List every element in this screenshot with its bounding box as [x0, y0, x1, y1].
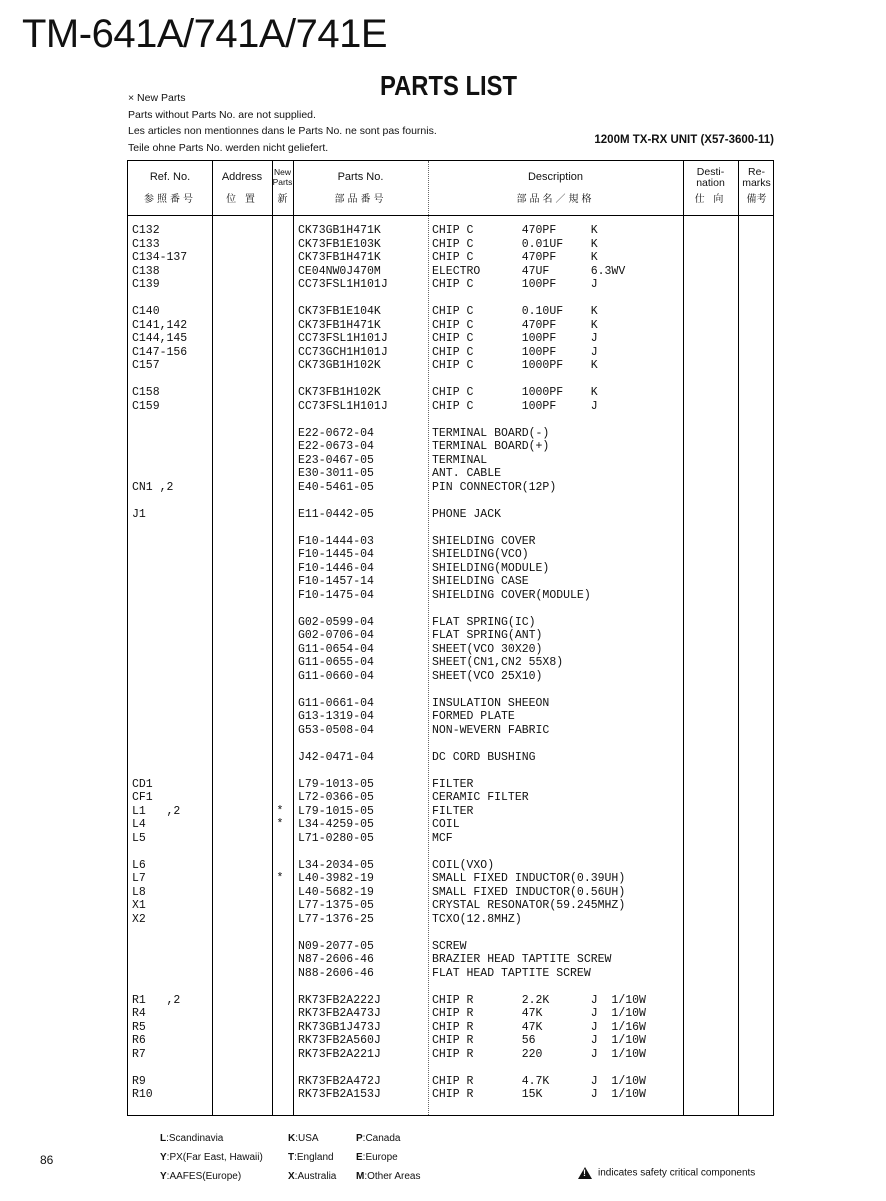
note-new-parts: × New Parts [128, 92, 186, 104]
part-number-cell: L71-0280-05 [298, 831, 374, 845]
header-parts-no-jp: 部品番号 [334, 194, 387, 205]
description-cell: NON-WEVERN FABRIC [432, 723, 550, 737]
description-cell: SHEET(VCO 30X20) [432, 642, 543, 656]
description-cell: PHONE JACK [432, 507, 502, 521]
table-row [128, 913, 773, 927]
part-number-cell: RK73FB2A472J [298, 1074, 381, 1088]
part-number-cell: RK73FB2A473J [298, 1007, 381, 1020]
row-spacer [128, 602, 773, 616]
parts-table [127, 160, 774, 1116]
ref-cell: R9 [132, 1074, 146, 1088]
table-row [128, 467, 773, 481]
legend-code: X [288, 1171, 295, 1182]
part-number-cell: G02-0599-04 [298, 615, 374, 629]
legend-text: :Australia [294, 1171, 337, 1182]
header-remarks: Re- marks [742, 166, 771, 189]
description-cell: CHIP C 470PF K [432, 224, 598, 237]
table-row [128, 994, 773, 1008]
description-cell: SHIELDING(MODULE) [432, 561, 550, 575]
part-number-cell: G13-1319-04 [298, 710, 374, 723]
part-number-cell: CK73FB1H471K [298, 318, 381, 332]
table-row [128, 238, 773, 252]
legend-code: E [356, 1152, 363, 1163]
description-cell: FLAT SPRING(ANT) [432, 629, 543, 642]
legend-item [160, 1129, 263, 1148]
description-cell: SHIELDING COVER(MODULE) [432, 588, 591, 602]
row-spacer [128, 494, 773, 508]
table-row [128, 535, 773, 549]
part-number-cell: G11-0660-04 [298, 669, 374, 683]
description-cell: PIN CONNECTOR(12P) [432, 480, 557, 494]
part-number-cell: G11-0655-04 [298, 656, 374, 669]
table-row [128, 1088, 773, 1102]
row-spacer [128, 413, 773, 427]
header-new: New Parts [272, 167, 293, 187]
description-cell: CHIP R 220 J 1/10W [432, 1047, 646, 1061]
new-parts-cell: * [276, 818, 284, 831]
part-number-cell: L34-2034-05 [298, 858, 374, 872]
ref-cell: X2 [132, 912, 146, 926]
row-spacer [128, 737, 773, 751]
ref-cell: C144,145 [132, 332, 188, 345]
notes [128, 90, 437, 156]
part-number-cell: E30-3011-05 [298, 467, 374, 480]
part-number-cell: E22-0673-04 [298, 440, 374, 453]
table-row [128, 562, 773, 576]
table-row [128, 751, 773, 765]
table-header [128, 161, 773, 216]
description-cell: INSULATION SHEEON [432, 696, 550, 710]
table-row [128, 400, 773, 414]
description-cell: COIL(VXO) [432, 858, 495, 872]
legend-text: :Scandinavia [166, 1133, 224, 1144]
ref-cell: C141,142 [132, 318, 188, 332]
description-cell: CHIP C 1000PF K [432, 386, 598, 399]
legend-column [288, 1129, 336, 1186]
description-cell: FLAT HEAD TAPTITE SCREW [432, 966, 591, 980]
table-row [128, 1021, 773, 1035]
description-cell: CHIP C 0.10UF K [432, 305, 598, 318]
ref-cell: C133 [132, 237, 160, 251]
legend-text: :Europe [362, 1152, 398, 1163]
legend-code: M [356, 1171, 365, 1182]
legend-text: :USA [295, 1133, 319, 1144]
description-cell: TCXO(12.8MHZ) [432, 912, 522, 926]
description-cell: CHIP C 100PF J [432, 399, 598, 413]
row-spacer [128, 926, 773, 940]
ref-cell: C147-156 [132, 345, 188, 359]
table-row [128, 643, 773, 657]
warning-icon [578, 1167, 592, 1179]
header-destination: Desti- nation [696, 166, 725, 189]
part-number-cell: L72-0366-05 [298, 791, 374, 804]
ref-cell: CF1 [132, 791, 153, 804]
description-cell: TERMINAL BOARD(+) [432, 440, 550, 453]
ref-cell: L1 ,2 [132, 804, 181, 818]
table-row [128, 427, 773, 441]
ref-cell: R10 [132, 1088, 153, 1101]
description-cell: FLAT SPRING(IC) [432, 615, 536, 629]
table-row [128, 440, 773, 454]
table-row [128, 629, 773, 643]
part-number-cell: L40-3982-19 [298, 872, 374, 885]
header-address: Address [221, 171, 263, 183]
description-cell: COIL [432, 818, 460, 831]
header-new-jp: 新 [277, 194, 288, 205]
header-parts-no: Parts No. [337, 171, 384, 183]
description-cell: ANT. CABLE [432, 467, 502, 480]
ref-cell: J1 [132, 507, 146, 521]
table-row [128, 656, 773, 670]
part-number-cell: L79-1013-05 [298, 777, 374, 791]
unit-label: 1200M TX-RX UNIT (X57-3600-11) [594, 134, 774, 146]
description-cell: DC CORD BUSHING [432, 750, 536, 764]
row-spacer [128, 683, 773, 697]
table-row [128, 319, 773, 333]
part-number-cell: RK73FB2A222J [298, 993, 381, 1007]
legend-item [288, 1148, 336, 1167]
legend-column [356, 1129, 420, 1186]
table-row [128, 575, 773, 589]
ref-cell: CN1 ,2 [132, 480, 174, 494]
table-row [128, 778, 773, 792]
part-number-cell: E40-5461-05 [298, 480, 374, 494]
ref-cell: R5 [132, 1020, 146, 1034]
row-spacer [128, 764, 773, 778]
description-cell: SHIELDING COVER [432, 534, 536, 548]
ref-cell: C132 [132, 224, 160, 237]
table-row [128, 832, 773, 846]
legend-text: :England [294, 1152, 334, 1163]
ref-cell: C140 [132, 305, 160, 318]
part-number-cell: CK73FB1H102K [298, 386, 381, 399]
part-number-cell: E22-0672-04 [298, 426, 374, 440]
ref-cell: R7 [132, 1047, 146, 1061]
ref-cell: L5 [132, 831, 146, 845]
description-cell: SHEET(CN1,CN2 55X8) [432, 656, 564, 669]
table-row [128, 697, 773, 711]
part-number-cell: CC73GCH1H101J [298, 345, 388, 359]
description-cell: CHIP R 4.7K J 1/10W [432, 1074, 646, 1088]
part-number-cell: CC73FSL1H101J [298, 399, 388, 413]
table-row [128, 791, 773, 805]
legend-item [160, 1167, 263, 1186]
part-number-cell: CK73FB1H471K [298, 251, 381, 264]
part-number-cell: CC73FSL1H101J [298, 332, 388, 345]
part-number-cell: L77-1376-25 [298, 912, 374, 926]
legend-code: L [160, 1133, 167, 1144]
description-cell: CHIP C 100PF J [432, 278, 598, 291]
description-cell: CHIP R 47K J 1/10W [432, 1007, 646, 1020]
description-cell: CHIP R 2.2K J 1/10W [432, 993, 646, 1007]
part-number-cell: RK73FB2A560J [298, 1034, 381, 1047]
table-row [128, 1048, 773, 1062]
part-number-cell: E11-0442-05 [298, 507, 374, 521]
legend-text: :Canada [362, 1133, 401, 1144]
part-number-cell: F10-1457-14 [298, 575, 374, 588]
part-number-cell: G11-0661-04 [298, 696, 374, 710]
table-row [128, 548, 773, 562]
legend-code: K [288, 1133, 296, 1144]
part-number-cell: N87-2606-46 [298, 953, 374, 966]
safety-note [578, 1167, 755, 1179]
description-cell: CHIP R 15K J 1/10W [432, 1088, 646, 1101]
description-cell: TERMINAL BOARD(-) [432, 426, 550, 440]
part-number-cell: F10-1475-04 [298, 588, 374, 602]
model-title: TM-641A/741A/741E [22, 12, 388, 56]
part-number-cell: F10-1444-03 [298, 534, 374, 548]
safety-note-text: indicates safety critical components [598, 1167, 756, 1179]
part-number-cell: N09-2077-05 [298, 939, 374, 953]
part-number-cell: CC73FSL1H101J [298, 278, 388, 291]
table-row [128, 346, 773, 360]
legend-code: Y [160, 1152, 167, 1163]
ref-cell: L8 [132, 885, 146, 899]
note-en: Parts without Parts No. are not supplied. [128, 108, 316, 121]
part-number-cell: L79-1015-05 [298, 804, 374, 818]
table-row [128, 886, 773, 900]
ref-cell: C157 [132, 359, 160, 372]
description-cell: MCF [432, 831, 453, 845]
table-row [128, 710, 773, 724]
header-address-jp: 位 置 [226, 194, 258, 205]
ref-cell: C139 [132, 278, 160, 291]
legend-item [356, 1167, 420, 1186]
description-cell: ELECTRO 47UF 6.3WV [432, 264, 626, 278]
row-spacer [128, 980, 773, 994]
part-number-cell: J42-0471-04 [298, 750, 374, 764]
header-destination-jp: 仕 向 [694, 194, 727, 205]
table-row [128, 481, 773, 495]
legend-item [288, 1129, 336, 1148]
ref-cell: C134-137 [132, 251, 188, 264]
table-row [128, 305, 773, 319]
part-number-cell: CK73FB1E103K [298, 237, 381, 251]
table-row [128, 953, 773, 967]
part-number-cell: F10-1446-04 [298, 561, 374, 575]
table-row [128, 1034, 773, 1048]
ref-cell: C138 [132, 264, 160, 278]
ref-cell: C159 [132, 399, 160, 413]
row-spacer [128, 1061, 773, 1075]
table-row [128, 670, 773, 684]
ref-cell: L6 [132, 858, 146, 872]
part-number-cell: CE04NW0J470M [298, 264, 381, 278]
ref-cell: L7 [132, 872, 146, 885]
ref-cell: X1 [132, 899, 146, 912]
part-number-cell: G53-0508-04 [298, 723, 374, 737]
header-ref-jp: 参照番号 [144, 194, 196, 205]
table-row [128, 589, 773, 603]
table-row [128, 616, 773, 630]
part-number-cell: CK73GB1H471K [298, 224, 381, 237]
page-number: 86 [40, 1153, 54, 1167]
description-cell: BRAZIER HEAD TAPTITE SCREW [432, 953, 612, 966]
table-row [128, 1075, 773, 1089]
part-number-cell: RK73GB1J473J [298, 1020, 381, 1034]
table-row [128, 386, 773, 400]
page-title: PARTS LIST [380, 70, 518, 101]
table-row [128, 805, 773, 819]
description-cell: SMALL FIXED INDUCTOR(0.56UH) [432, 885, 626, 899]
row-spacer [128, 521, 773, 535]
part-number-cell: CK73GB1H102K [298, 359, 381, 372]
ref-cell: R6 [132, 1034, 146, 1047]
table-body [128, 224, 773, 1102]
description-cell: TERMINAL [432, 453, 488, 467]
description-cell: SHIELDING CASE [432, 575, 529, 588]
description-cell: SMALL FIXED INDUCTOR(0.39UH) [432, 872, 626, 885]
table-row [128, 899, 773, 913]
part-number-cell: G11-0654-04 [298, 642, 374, 656]
new-parts-cell: * [276, 872, 284, 885]
note-fr: Les articles non mentionnes dans le Parts No. ne sont pas fournis. [128, 125, 437, 137]
description-cell: CHIP C 100PF J [432, 332, 598, 345]
table-row [128, 940, 773, 954]
part-number-cell: N88-2606-46 [298, 966, 374, 980]
description-cell: SHEET(VCO 25X10) [432, 669, 543, 683]
description-cell: CHIP C 1000PF K [432, 359, 598, 372]
table-row [128, 332, 773, 346]
row-spacer [128, 292, 773, 306]
table-row [128, 1007, 773, 1021]
table-row [128, 967, 773, 981]
header-description: Description [527, 171, 584, 183]
legend-item [356, 1148, 420, 1167]
description-cell: CHIP R 56 J 1/10W [432, 1034, 646, 1047]
legend-code: Y [160, 1171, 167, 1182]
part-number-cell: RK73FB2A153J [298, 1088, 381, 1101]
table-row [128, 818, 773, 832]
header-description-jp: 部品名／規格 [516, 194, 595, 205]
new-parts-cell: * [276, 804, 284, 818]
part-number-cell: RK73FB2A221J [298, 1047, 381, 1061]
table-row [128, 278, 773, 292]
table-row [128, 265, 773, 279]
legend-item [288, 1167, 336, 1186]
description-cell: FILTER [432, 777, 474, 791]
description-cell: CHIP C 100PF J [432, 345, 598, 359]
row-spacer [128, 373, 773, 387]
ref-cell: R4 [132, 1007, 146, 1020]
legend-text: :Other Areas [364, 1171, 421, 1182]
table-row [128, 508, 773, 522]
ref-cell: CD1 [132, 777, 153, 791]
description-cell: CHIP C 470PF K [432, 251, 598, 264]
legend-item [356, 1129, 420, 1148]
table-row [128, 454, 773, 468]
table-row [128, 859, 773, 873]
note-de: Teile ohne Parts No. werden nicht geliefert. [128, 141, 329, 154]
part-number-cell: G02-0706-04 [298, 629, 374, 642]
part-number-cell: L34-4259-05 [298, 818, 374, 831]
part-number-cell: L40-5682-19 [298, 885, 374, 899]
description-cell: FORMED PLATE [432, 710, 515, 723]
table-row [128, 724, 773, 738]
table-row [128, 872, 773, 886]
description-cell: SHIELDING(VCO) [432, 548, 529, 561]
legend-code: T [288, 1152, 295, 1163]
legend-code: P [356, 1133, 363, 1144]
legend-text: :PX(Far East, Hawaii) [166, 1152, 263, 1163]
table-row [128, 251, 773, 265]
part-number-cell: F10-1445-04 [298, 548, 374, 561]
row-spacer [128, 845, 773, 859]
table-row [128, 359, 773, 373]
legend-item [160, 1148, 263, 1167]
ref-cell: C158 [132, 386, 160, 399]
header-ref: Ref. No. [149, 171, 191, 183]
description-cell: CHIP C 470PF K [432, 318, 598, 332]
description-cell: CHIP R 47K J 1/16W [432, 1020, 646, 1034]
description-cell: FILTER [432, 804, 474, 818]
ref-cell: R1 ,2 [132, 993, 181, 1007]
description-cell: CERAMIC FILTER [432, 791, 529, 804]
legend-column [160, 1129, 263, 1186]
ref-cell: L4 [132, 818, 146, 831]
part-number-cell: E23-0467-05 [298, 453, 374, 467]
description-cell: CHIP C 0.01UF K [432, 237, 598, 251]
description-cell: SCREW [432, 939, 467, 953]
table-row [128, 224, 773, 238]
description-cell: CRYSTAL RESONATOR(59.245MHZ) [432, 899, 626, 912]
legend-text: :AAFES(Europe) [166, 1171, 242, 1182]
part-number-cell: CK73FB1E104K [298, 305, 381, 318]
part-number-cell: L77-1375-05 [298, 899, 374, 912]
header-remarks-jp: 備考 [746, 194, 767, 205]
